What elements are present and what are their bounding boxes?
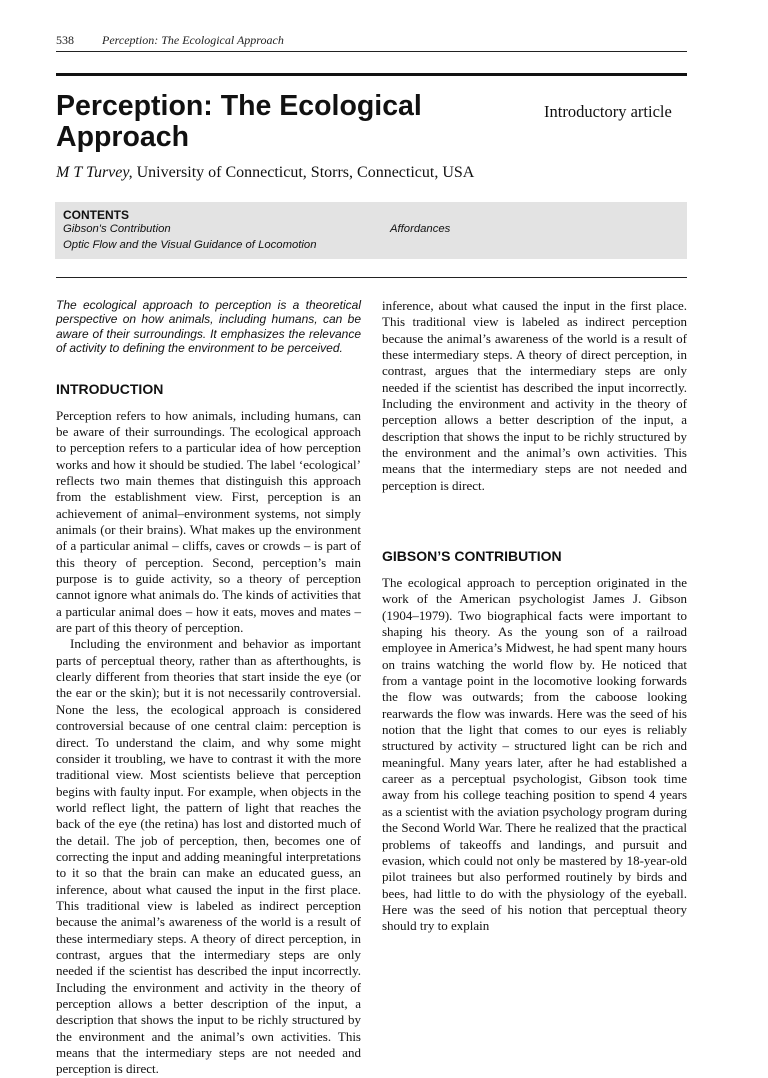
contents-heading: CONTENTS [63, 208, 129, 222]
section-heading-introduction: INTRODUCTION [56, 380, 164, 397]
contents-item-gibsons-contribution[interactable]: Gibson's Contribution [63, 223, 171, 235]
running-header-title: Perception: The Ecological Approach [102, 33, 284, 47]
author-affiliation: University of Connecticut, Storrs, Connecticut, USA [136, 164, 475, 181]
title-rule [56, 73, 687, 76]
section-heading-gibsons-contribution: GIBSON’S CONTRIBUTION [382, 548, 562, 564]
article-type: Introductory article [544, 102, 672, 121]
header-rule [56, 51, 687, 52]
contents-item-optic-flow[interactable]: Optic Flow and the Visual Guidance of Locomotion [63, 239, 317, 251]
right-column [382, 298, 687, 935]
page-number: 538 [56, 33, 74, 47]
byline [56, 164, 474, 182]
author-name: M T Turvey, [56, 164, 133, 181]
left-column [56, 298, 361, 1077]
contents-box [55, 202, 687, 259]
intro-paragraph-2-continued: inference, about what caused the input in the first place. This traditional view is labeled as indirect perception because the animal’s awareness of the world is a result of these intermediary steps. A theory of direct perception, in contrast, argues that the intermediary steps are only needed if the scientist has described the input incorrectly. Including the environment and activity in the theory of perception allows a better description of the input, a description that shows the input to be richly structured by the environment and the animal’s own activities. This means that the intermediary steps are not needed and perception is direct. [382, 298, 687, 493]
contents-rule [56, 277, 687, 278]
intro-paragraph-2: Including the environment and behavior as important parts of perceptual theory, rather than as afterthoughts, is clearly different from theories that start inside the eye (or the ear or the skin); but it is not necessarily controversial. None the less, the ecological approach is considered controversial because of one central claim: perception is direct. To understand the claim, and why some might consider it troubling, we have to contrast it with the more traditional view. Most scientists believe that perception begins with faulty input. For example, when objects in the world reflect light, the pattern of light that reaches the back of the eye (the retina) has lost and distorted much of the detail. The job of perception, then, becomes one of correcting the input and adding meaningful interpretations to it so that the brain can make an educated guess, an inference, about what caused the input in the first place. This traditional view is labeled as indirect perception because the animal’s awareness of the world is a result of these intermediary steps. A theory of direct perception, in contrast, argues that the intermediary steps are only needed if the scientist has described the input incorrectly. Including the environment and activity in the theory of perception allows a better description of the input, a description that shows the input to be richly structured by the environment and the animal’s own activities. This means that the intermediary steps are not needed and perception is direct. [56, 636, 361, 1077]
contents-item-affordances[interactable]: Affordances [390, 223, 451, 235]
abstract: The ecological approach to perception is a theoretical perspective on how animals, including humans, can be aware of their surroundings. It emphasizes the relevance of activity to defining the environment to be perceived. [56, 298, 361, 356]
intro-paragraph-1: Perception refers to how animals, including humans, can be aware of their surroundings. The ecological approach to perception refers to a particular idea of how perception works and how it should be studied. The label ‘ecological’ reflects two main themes that distinguish this approach from the establishment view. First, perception is an achievement of animal–environment systems, not simply animals (or their brains). What makes up the environment of a particular animal – cliffs, caves or crowds – is part of this theory of perception. Second, perception’s main purpose is to guide activity, so a theory of perception cannot ignore what animals do. The kinds of activities that a particular animal does – how it eats, moves and mates – are part of this theory of perception. [56, 407, 361, 636]
running-header [56, 33, 687, 48]
gibson-paragraph-1: The ecological approach to perception originated in the work of the American psychologist James J. Gibson (1904–1979). Two biographical facts were important to shaping his theory. As the young son of a railroad employee in America’s Midwest, he had spent many hours on trains watching the world flow by. He noticed that from a vantage point in the locomotive looking forwards the flow was outwards; from the caboose looking rearwards the flow was inwards. Here was the seed of his notion that the light that comes to our eyes is reliably structured by activity – structured light can be rich and meaningful. Many years later, after he had established a career as a perceptual psychologist, Gibson took time away from his college teaching position to spend 4 years as a scientist with the aviation psychology program during the Second World War. There he realized that the practical problems of takeoffs and landings, and pursuit and evasion, which could not only be mastered by 18-year-old pilot trainees but also performed routinely by birds and bees, had little to do with the physiology of the eyeball. Here was the seed of his notion that perceptual theory should try to explain [382, 575, 687, 934]
article-title: Perception: The Ecological Approach [56, 90, 422, 153]
